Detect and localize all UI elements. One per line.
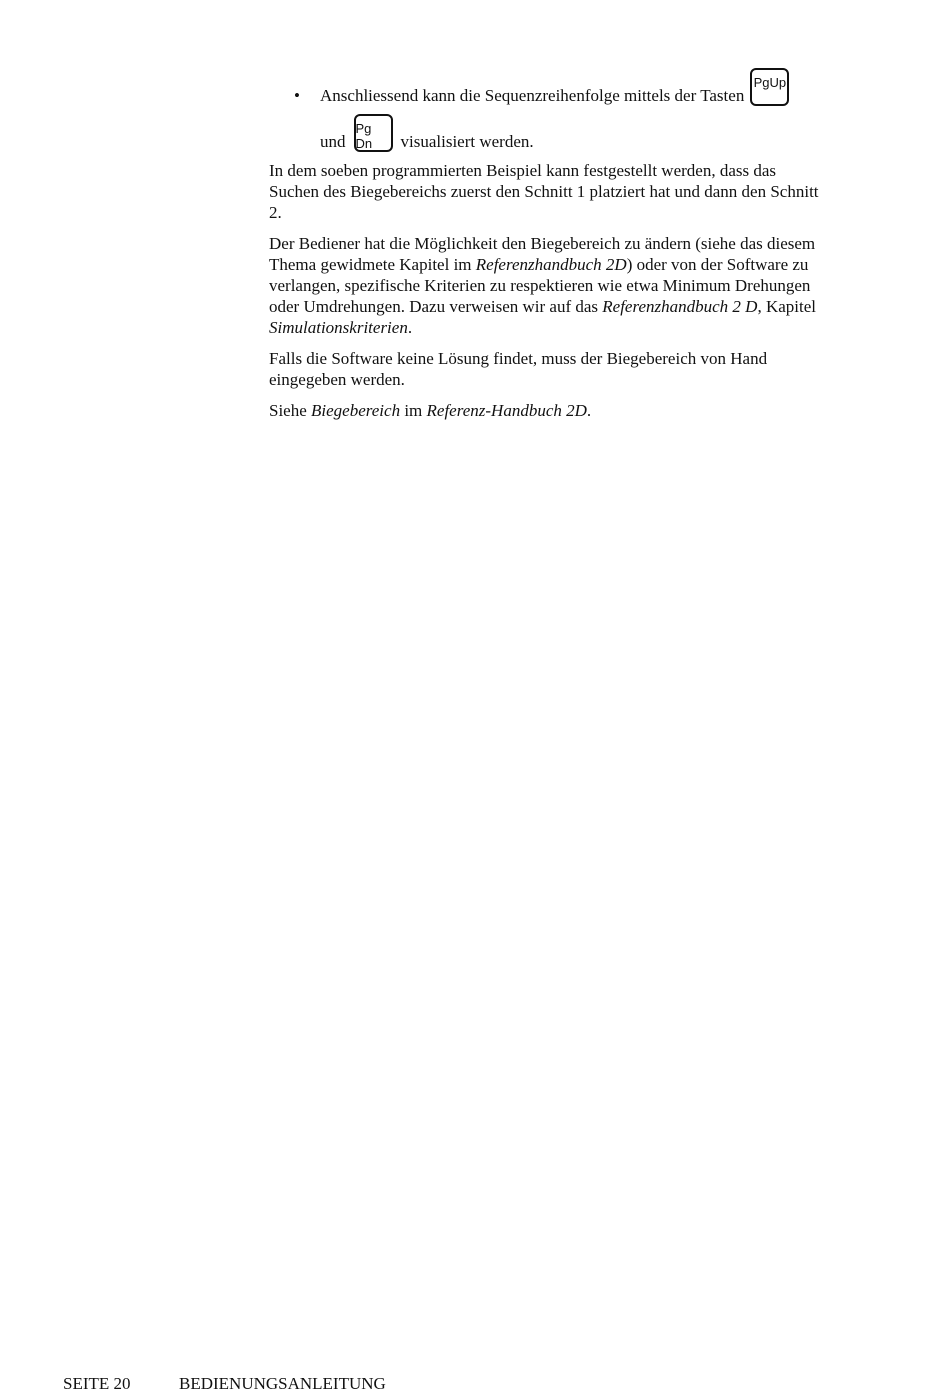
page-content xyxy=(269,60,829,431)
document-title: BEDIENUNGSANLEITUNG xyxy=(179,1374,386,1393)
page-footer xyxy=(63,1374,386,1394)
para2-ref-handbook: Referenzhandbuch 2D xyxy=(475,255,627,274)
para2-ref-handbook-2: Referenzhandbuch 2 D xyxy=(602,297,758,316)
bullet-line-2 xyxy=(320,106,829,152)
paragraph-4 xyxy=(269,400,829,421)
para4-ref-handbook: Referenz-Handbuch 2D xyxy=(426,401,587,420)
bullet-und-text: und xyxy=(320,132,346,151)
paragraph-3: Falls die Software keine Lösung findet, muss der Biegebereich von Hand eingegeben werden. xyxy=(269,349,768,389)
para2-ref-chapter: Simulationskriterien xyxy=(269,318,408,337)
para4-ref-topic: Biegebereich xyxy=(311,401,401,420)
para4-text-3: . xyxy=(586,401,592,420)
paragraph-1: In dem soeben programmierten Beispiel kann festgestellt werden, dass das Suchen des Biegebereichs zuerst den Schnitt 1 platziert hat und dann den Schnitt 2. xyxy=(269,161,819,222)
bullet-after-text: visualisiert werden. xyxy=(400,132,534,151)
para2-text-4: . xyxy=(407,318,413,337)
pgup-key-icon: PgUp xyxy=(750,68,789,106)
bullet-symbol: • xyxy=(294,86,300,105)
para2-text-3: , Kapitel xyxy=(757,297,816,316)
bullet-item xyxy=(269,60,829,152)
bullet-text: Anschliessend kann die Sequenzreihenfolge mittels der Tasten xyxy=(320,86,745,105)
pgdn-key-icon: Pg Dn xyxy=(354,114,393,152)
para2-text-1: Der Bediener hat die Möglichkeit den Biegebereich zu ändern (siehe das diesem Thema gewidmete Kapitel im xyxy=(269,234,816,274)
paragraph-2 xyxy=(269,233,829,338)
para4-text-2: im xyxy=(400,401,427,420)
bullet-line-1 xyxy=(320,60,829,106)
page-number: SEITE 20 xyxy=(63,1374,131,1393)
para4-text-1: Siehe xyxy=(269,401,312,420)
para2-text-2: ) oder von der Software zu verlangen, spezifische Kriterien zu respektieren wie etwa Minimum Drehungen oder Umdrehungen. Dazu verweisen wir auf das xyxy=(269,255,811,316)
